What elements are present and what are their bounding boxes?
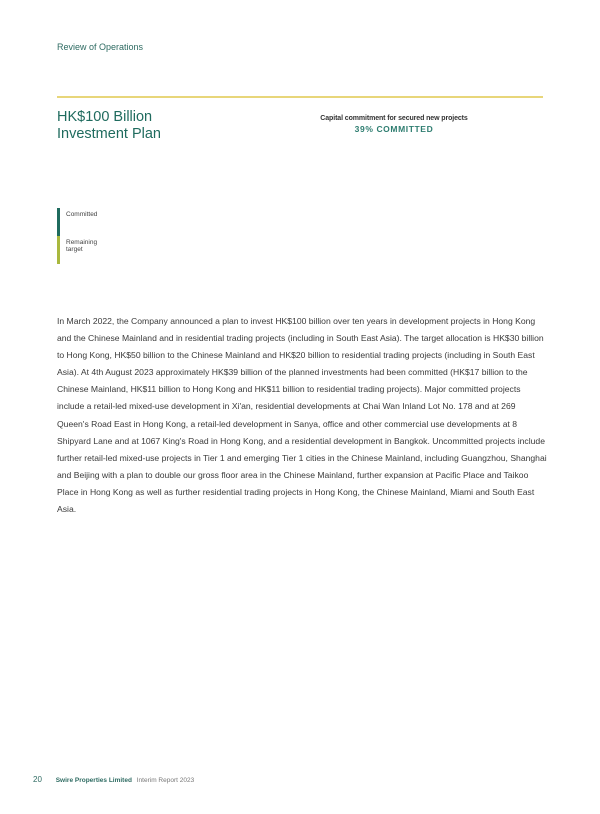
chart-caption (312, 115, 476, 134)
divider-rule (57, 96, 543, 98)
committed-percentage: 39% COMMITTED (354, 124, 434, 134)
page-title (57, 109, 161, 143)
chart-area (57, 150, 543, 200)
legend-label: Committed (66, 211, 98, 218)
company-name: Swire Properties Limited (55, 777, 132, 784)
section-label: Review of Operations (57, 42, 144, 52)
legend-swatch-remaining (57, 236, 60, 264)
title-line-1: HK$100 Billion (57, 109, 153, 125)
page-number: 20 (33, 775, 42, 784)
legend-swatch-committed (57, 208, 60, 236)
legend-label: Remaining target (66, 239, 98, 253)
title-line-2: Investment Plan (57, 126, 161, 142)
body-paragraph: In March 2022, the Company announced a plan to invest HK$100 billion over ten years in development projects in Hong Kong and the Chinese Mainland and in residential trading projects (including in South East Asia). The target allocation is HK$30 billion to Hong Kong, HK$50 billion to the Chinese Mainland and HK$20 billion to residential trading projects (including in South East Asia). At 4th August 2023 approximately HK$39 billion of the planned investments had been committed (HK$17 billion to the Chinese Mainland, HK$11 billion to Hong Kong and HK$11 billion to residential trading projects). Major committed projects include a retail-led mixed-use development in Xi'an, residential developments at Chai Wan Inland Lot No. 178 and at 269 Queen's Road East in Hong Kong, a retail-led development in Sanya, office and other commercial use developments at 8 Shipyard Lane and at 1067 King's Road in Hong Kong, and a residential development in Bangkok. Uncommitted projects include further retail-led mixed-use projects in Tier 1 and emerging Tier 1 cities in the Chinese Mainland, including Guangzhou, Shanghai and Beijing with a plan to double our gross floor area in the Chinese Mainland, further expansion at Pacific Place and Taikoo Place in Hong Kong as well as further residential trading projects in Hong Kong, the Chinese Mainland, Miami and South East Asia. (57, 316, 547, 515)
chart-title: Capital commitment for secured new projects (320, 115, 468, 122)
report-name: Interim Report 2023 (136, 777, 195, 784)
page-footer (33, 775, 194, 784)
